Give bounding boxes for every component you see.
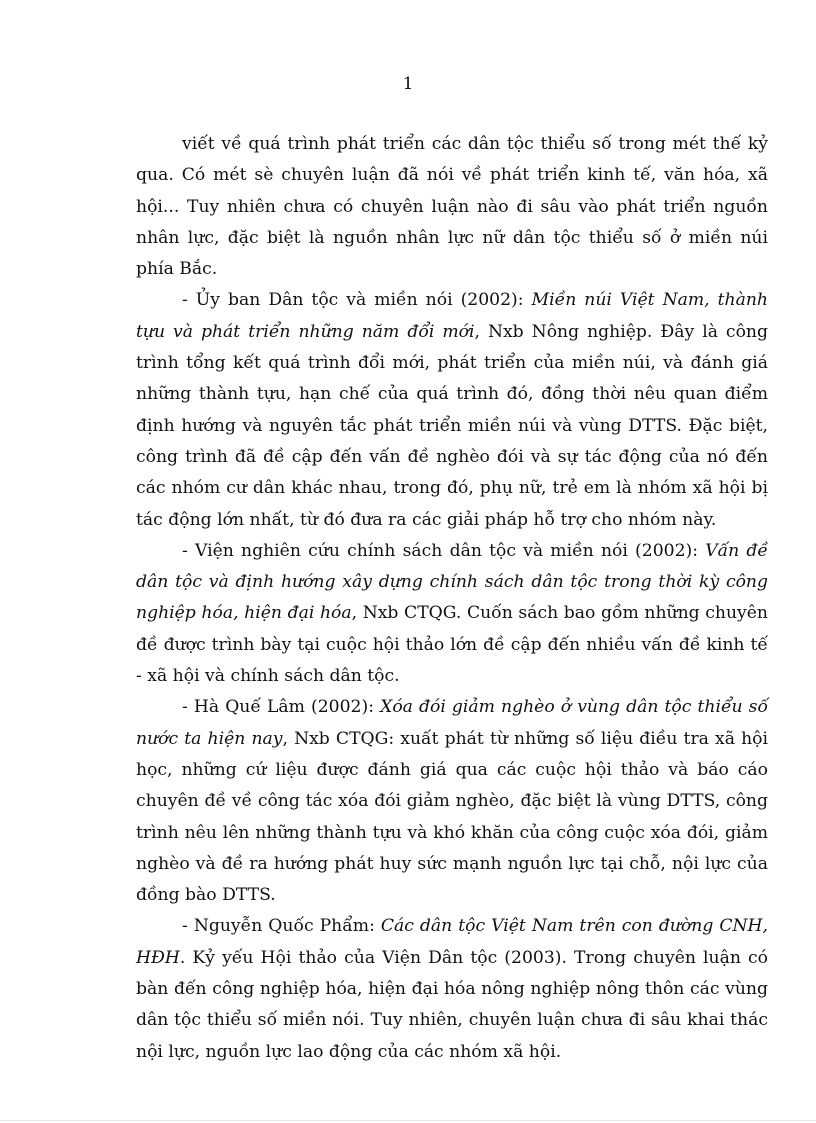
citation-title: Xóa đói giảm nghèo ở vùng dân tộc thiểu số nước ta hiện nay (136, 697, 769, 749)
citation-lead: - Hà Quế Lâm (2002): (182, 697, 381, 718)
citation-description: , Nxb CTQG: xuất phát từ những số liệu điều tra xã hội học, những cứ liệu được đánh giá qua các cuộc hội thảo và báo cáo chuyên đề về công tác xóa đói giảm nghèo, đặc biệt là vùng DTTS, công trình nêu lên những thành tựu và khó khăn của công cuộc xóa đói, giảm nghèo và đề ra hướng phát huy sức mạnh nguồn lực tại chỗ, nội lực của đồng bào DTTS. (136, 728, 769, 906)
page-number: 1 (402, 74, 414, 94)
citation-title: Các dân tộc Việt Nam trên con đường CNH, HĐH (136, 916, 768, 968)
paragraph-text: viết về quá trình phát triển các dân tộc thiểu số trong mét thế kỷ qua. Có mét sè chuyên luận đã nói về phát triển kinh tế, văn hóa, xã hội... Tuy nhiên chưa có chuyên luận nào đi sâu vào phát triển nguồn nhân lực, đặc biệt là nguồn nhân lực nữ dân tộc thiểu số ở miền núi phía Bắc. (136, 134, 768, 280)
page-bottom-divider (0, 1120, 816, 1121)
citation-description: , Nxb Nông nghiệp. Đây là công trình tổng kết quá trình đổi mới, phát triển của miền núi, và đánh giá những thành tựu, hạn chế của quá trình đó, đồng thời nêu quan điểm định hướng và nguyên tắc phát triển miền núi và vùng DTTS. Đặc biệt, công trình đã đề cập đến vấn đề nghèo đói và sự tác động của nó đến các nhóm cư dân khác nhau, trong đó, phụ nữ, trẻ em là nhóm xã hội bị tác động lớn nhất, từ đó đưa ra các giải pháp hỗ trợ cho nhóm này. (136, 321, 768, 530)
document-body (136, 129, 768, 1068)
paragraph-vien-nghien-cuu (136, 536, 768, 692)
citation-description: . Kỷ yếu Hội thảo của Viện Dân tộc (2003). Trong chuyên luận có bàn đến công nghiệp hóa, hiện đại hóa nông nghiệp nông thôn các vùng dân tộc thiểu số miền nói. Tuy nhiên, chuyên luận chưa đi sâu khai thác nội lực, nguồn lực lao động của các nhóm xã hội. (136, 947, 768, 1062)
paragraph-intro (136, 129, 768, 285)
paragraph-uy-ban-dan-toc (136, 285, 768, 535)
paragraph-ha-que-lam (136, 692, 768, 911)
citation-lead: - Viện nghiên cứu chính sách dân tộc và miền nói (2002): (182, 540, 706, 561)
paragraph-nguyen-quoc-pham (136, 911, 768, 1067)
citation-lead: - Nguyễn Quốc Phẩm: (182, 916, 381, 937)
citation-title: Vấn đề dân tộc và định hướng xây dựng chính sách dân tộc trong thời kỳ công nghiệp hóa, hiện đại hóa (136, 540, 768, 624)
citation-title: Miền núi Việt Nam, thành tựu và phát triển những năm đổi mới (136, 290, 768, 342)
citation-description: , Nxb CTQG. Cuốn sách bao gồm những chuyên đề được trình bày tại cuộc hội thảo lớn đề cập đến nhiều vấn đề kinh tế - xã hội và chính sách dân tộc. (136, 603, 769, 687)
citation-lead: - Ủy ban Dân tộc và miền nói (2002): (182, 290, 532, 311)
